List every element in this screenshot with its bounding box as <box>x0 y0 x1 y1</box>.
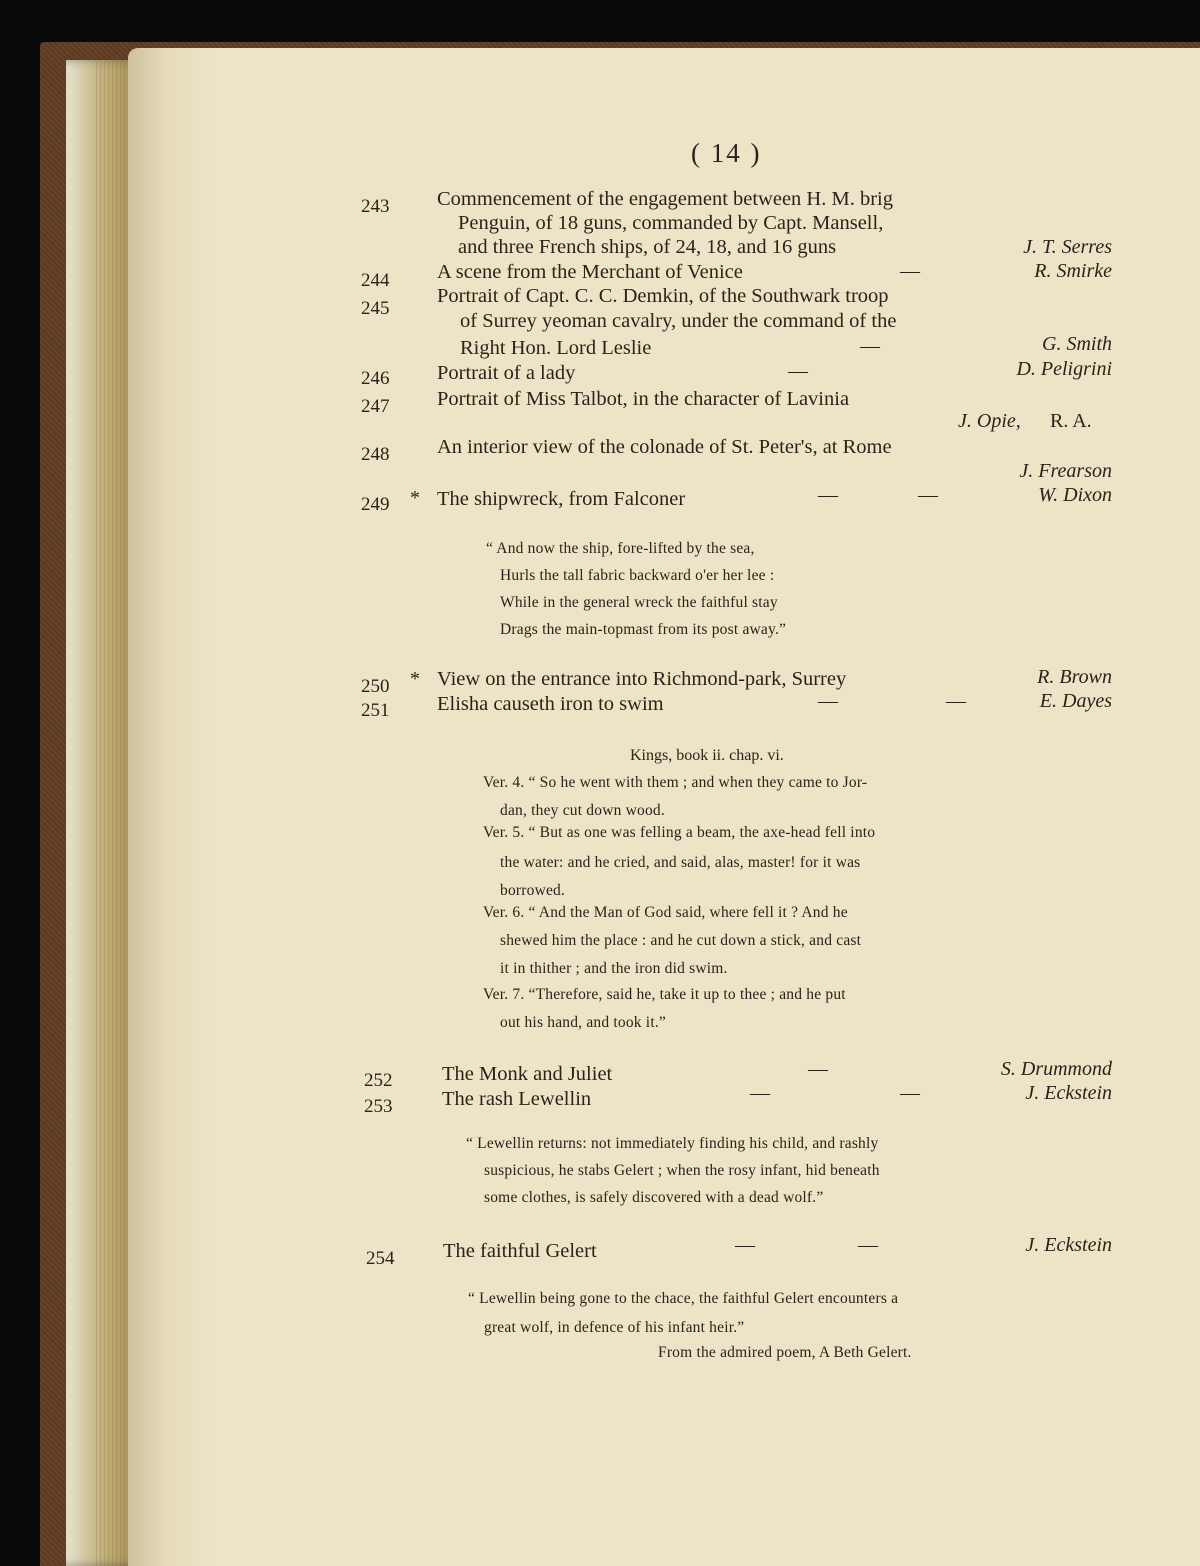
dash-separator: — <box>858 1234 878 1256</box>
entry-title-line: Commencement of the engagement between H. M. brig <box>437 188 893 210</box>
entry-number: 253 <box>364 1096 393 1117</box>
artist-name: E. Dayes <box>1039 690 1112 712</box>
dash-separator: — <box>946 690 966 712</box>
dash-separator: — <box>918 484 938 506</box>
artist-honour: R. A. <box>1050 410 1092 432</box>
entry-title: The Monk and Juliet <box>442 1063 613 1085</box>
artist-name: R. Smirke <box>1034 260 1112 282</box>
verse-line: borrowed. <box>500 882 566 899</box>
artist-name: J. Frearson <box>1019 460 1112 482</box>
entry-number: 248 <box>361 444 390 465</box>
entry-number: 245 <box>361 298 390 319</box>
dash-separator: — <box>818 484 838 506</box>
entry-title: An interior view of the colonade of St. Peter's, at Rome <box>437 436 892 458</box>
new-work-asterisk: * <box>410 487 420 509</box>
artist-name: R. Brown <box>1037 666 1112 688</box>
artist-name: J. Eckstein <box>1025 1082 1112 1104</box>
entry-number: 249 <box>361 494 390 515</box>
quote-line: suspicious, he stabs Gelert ; when the rosy infant, hid beneath <box>484 1162 880 1179</box>
quote-source: From the admired poem, A Beth Gelert. <box>658 1344 912 1361</box>
verse-line: shewed him the place : and he cut down a stick, and cast <box>500 932 862 949</box>
entry-title-line: and three French ships, of 24, 18, and 16 guns <box>458 236 837 258</box>
quote-line: “ Lewellin returns: not immediately finding his child, and rashly <box>466 1135 879 1152</box>
quote-line: Hurls the tall fabric backward o'er her lee : <box>500 567 775 584</box>
verse-line: dan, they cut down wood. <box>500 802 665 819</box>
entry-number: 244 <box>361 270 390 291</box>
artist-name: G. Smith <box>1042 333 1112 355</box>
quote-line: some clothes, is safely discovered with a dead wolf.” <box>484 1189 824 1206</box>
entry-title: The shipwreck, from Falconer <box>437 488 686 510</box>
entry-title: Portrait of Miss Talbot, in the character of Lavinia <box>437 388 850 410</box>
artist-name: D. Peligrini <box>1016 358 1112 380</box>
entry-title-line: Right Hon. Lord Leslie <box>460 337 652 359</box>
verse-line: Ver. 6. “ And the Man of God said, where fell it ? And he <box>483 904 848 921</box>
verse-line: it in thither ; and the iron did swim. <box>500 960 728 977</box>
scripture-reference: Kings, book ii. chap. vi. <box>630 747 784 764</box>
artist-name: J. Eckstein <box>1025 1234 1112 1256</box>
entry-number: 250 <box>361 676 390 697</box>
verse-line: out his hand, and took it.” <box>500 1014 666 1031</box>
verse-line: Ver. 4. “ So he went with them ; and when they came to Jor- <box>483 774 868 791</box>
verse-line: Ver. 7. “Therefore, said he, take it up to thee ; and he put <box>483 986 846 1003</box>
page-number: ( 14 ) <box>691 138 762 168</box>
entry-title: The faithful Gelert <box>443 1240 597 1262</box>
verse-line: Ver. 5. “ But as one was felling a beam, the axe-head fell into <box>483 824 876 841</box>
entry-title: Portrait of a lady <box>437 362 576 384</box>
entry-title: Elisha causeth iron to swim <box>437 693 664 715</box>
entry-title: View on the entrance into Richmond-park, Surrey <box>437 668 847 690</box>
entry-number: 246 <box>361 368 390 389</box>
artist-name: S. Drummond <box>1000 1058 1112 1080</box>
quote-line: Drags the main-topmast from its post away.” <box>500 621 787 638</box>
dash-separator: — <box>735 1234 755 1256</box>
dash-separator: — <box>860 335 880 357</box>
dash-separator: — <box>900 260 920 282</box>
dash-separator: — <box>750 1082 770 1104</box>
quote-line: “ Lewellin being gone to the chace, the faithful Gelert encounters a <box>468 1290 899 1307</box>
entry-title: A scene from the Merchant of Venice <box>437 261 743 283</box>
dash-separator: — <box>788 360 808 382</box>
entry-title-line: Portrait of Capt. C. C. Demkin, of the Southwark troop <box>437 285 889 307</box>
entry-title-line: Penguin, of 18 guns, commanded by Capt. Mansell, <box>458 212 884 234</box>
new-work-asterisk: * <box>410 668 420 690</box>
verse-line: the water: and he cried, and said, alas, master! for it was <box>500 854 861 871</box>
dash-separator: — <box>808 1058 828 1080</box>
dash-separator: — <box>818 690 838 712</box>
entry-number: 247 <box>361 396 390 417</box>
entry-number: 243 <box>361 196 390 217</box>
entry-number: 254 <box>366 1248 395 1269</box>
entry-number: 252 <box>364 1070 393 1091</box>
artist-name: J. Opie, <box>958 410 1021 432</box>
quote-line: While in the general wreck the faithful stay <box>500 594 778 611</box>
artist-name: J. T. Serres <box>1023 236 1112 258</box>
entry-number: 251 <box>361 700 390 721</box>
quote-line: great wolf, in defence of his infant heir.” <box>484 1319 745 1336</box>
book-page <box>128 48 1200 1566</box>
dash-separator: — <box>900 1082 920 1104</box>
quote-line: “ And now the ship, fore-lifted by the sea, <box>486 540 755 557</box>
entry-title: The rash Lewellin <box>442 1088 592 1110</box>
artist-name: W. Dixon <box>1038 484 1112 506</box>
entry-title-line: of Surrey yeoman cavalry, under the command of the <box>460 310 897 332</box>
